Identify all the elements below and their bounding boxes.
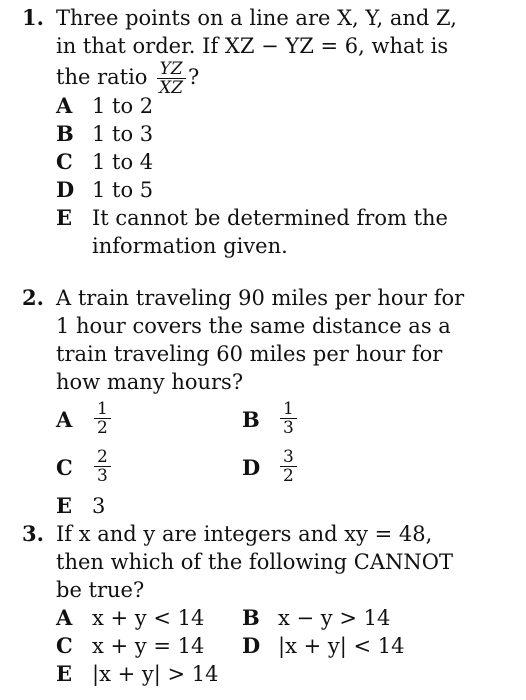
stem-line: train traveling 60 miles per hour for — [56, 342, 443, 366]
option-e[interactable] — [56, 660, 242, 688]
option-e[interactable] — [56, 492, 242, 520]
question-stem — [56, 284, 502, 396]
option-letter: C — [56, 455, 73, 480]
fraction-numerator: 1 — [280, 400, 297, 419]
option-fraction — [280, 448, 297, 485]
question-2 — [22, 284, 502, 520]
option-a[interactable] — [56, 396, 242, 444]
option-letter: A — [56, 93, 73, 118]
option-text: 1 to 2 — [92, 94, 154, 118]
question-1 — [22, 4, 502, 260]
fraction-denominator: XZ — [159, 78, 184, 98]
question-number: 1. — [22, 5, 44, 30]
option-text: 1 to 4 — [92, 150, 154, 174]
option-d[interactable] — [242, 632, 442, 660]
fraction-numerator: 3 — [280, 448, 297, 467]
option-fraction — [94, 400, 111, 437]
option-a[interactable] — [56, 92, 502, 120]
option-d[interactable] — [56, 176, 502, 204]
option-text: 1 to 3 — [92, 122, 154, 146]
option-fraction — [94, 448, 111, 485]
option-letter: E — [56, 661, 73, 686]
question-number: 3. — [22, 521, 44, 546]
fraction-numerator: 2 — [94, 448, 111, 467]
fraction-numerator: YZ — [157, 60, 186, 79]
option-a[interactable] — [56, 604, 242, 632]
question-stem — [56, 4, 502, 98]
ratio-prefix: the ratio — [56, 65, 148, 89]
fraction-denominator: 2 — [97, 417, 108, 438]
option-text: It cannot be determined from the information given. — [92, 206, 448, 258]
fraction-denominator: 3 — [283, 417, 294, 438]
stem-line: A train traveling 90 miles per hour for — [56, 286, 465, 310]
option-letter: A — [56, 407, 73, 432]
option-fraction — [280, 400, 297, 437]
option-text: |x + y| > 14 — [92, 662, 219, 686]
option-b[interactable] — [56, 120, 502, 148]
option-text: x − y > 14 — [278, 606, 391, 630]
stem-line: then which of the following CANNOT — [56, 550, 453, 574]
option-letter: A — [56, 605, 73, 630]
option-b[interactable] — [242, 396, 442, 444]
option-letter: D — [242, 633, 261, 658]
option-b[interactable] — [242, 604, 442, 632]
fraction-numerator: 1 — [94, 400, 111, 419]
question-stem — [56, 520, 502, 604]
fraction-denominator: 3 — [97, 465, 108, 486]
option-letter: D — [242, 455, 261, 480]
option-letter: E — [56, 205, 73, 230]
option-text: x + y < 14 — [92, 606, 205, 630]
option-e[interactable] — [56, 204, 502, 260]
answer-options — [56, 396, 502, 520]
answer-options — [56, 604, 502, 688]
option-letter: B — [242, 407, 260, 432]
option-letter: C — [56, 633, 73, 658]
stem-ratio-line — [56, 59, 502, 98]
option-c[interactable] — [56, 148, 502, 176]
option-text: 3 — [92, 494, 106, 518]
option-d[interactable] — [242, 444, 442, 492]
stem-line: Three points on a line are X, Y, and Z, — [56, 6, 457, 30]
fraction-denominator: 2 — [283, 465, 294, 486]
stem-line: in that order. If XZ − YZ = 6, what is — [56, 34, 449, 58]
question-3 — [22, 520, 502, 688]
option-letter: C — [56, 149, 73, 174]
option-letter: B — [56, 121, 74, 146]
ratio-suffix: ? — [188, 65, 200, 89]
option-c[interactable] — [56, 444, 242, 492]
option-letter: B — [242, 605, 260, 630]
option-text: |x + y| < 14 — [278, 634, 405, 658]
option-letter: D — [56, 177, 75, 202]
option-text: x + y = 14 — [92, 634, 205, 658]
question-number: 2. — [22, 285, 44, 310]
stem-line: 1 hour covers the same distance as a — [56, 314, 451, 338]
option-c[interactable] — [56, 632, 242, 660]
option-text: 1 to 5 — [92, 178, 154, 202]
stem-line: If x and y are integers and xy = 48, — [56, 522, 433, 546]
answer-options — [56, 92, 502, 260]
option-letter: E — [56, 493, 73, 518]
stem-line: how many hours? — [56, 370, 244, 394]
ratio-fraction — [156, 60, 186, 97]
stem-line: be true? — [56, 578, 145, 602]
